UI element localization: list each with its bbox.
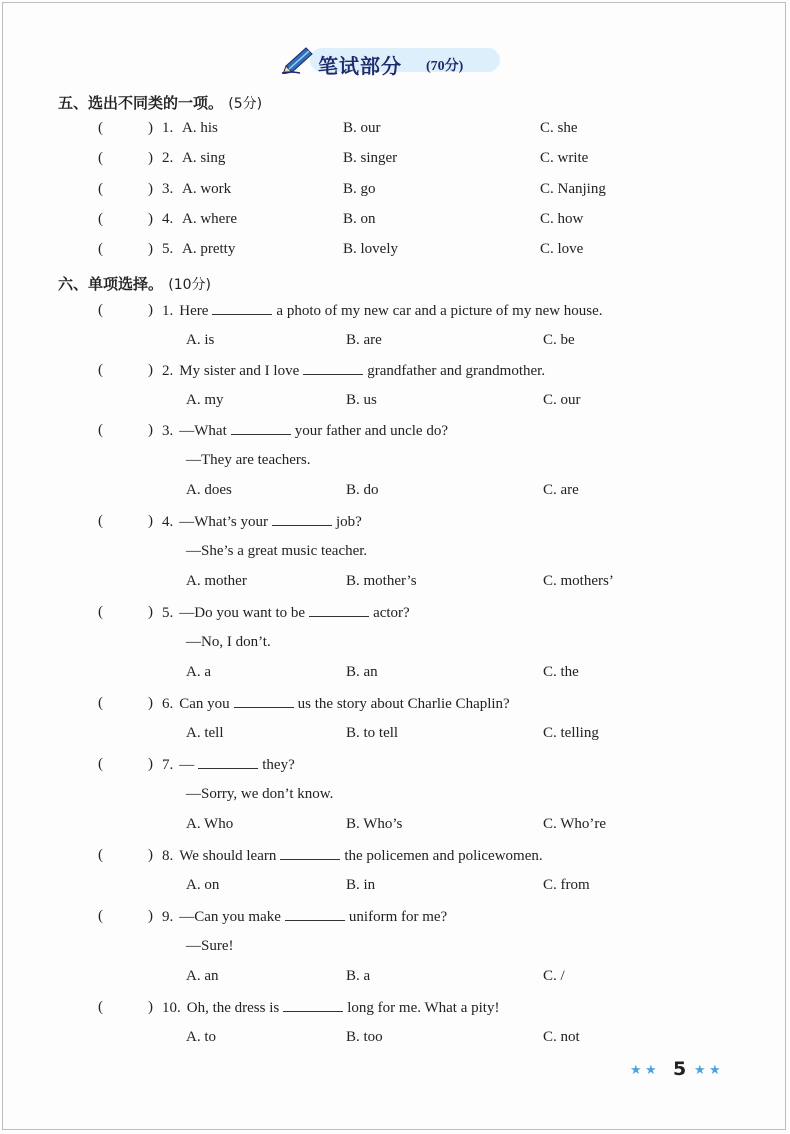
question-stem <box>162 756 295 774</box>
stem-before-blank: —Can you make <box>179 909 281 925</box>
stem-after-blank: us the story about Charlie Chaplin? <box>297 696 510 712</box>
star-icon: ★ <box>630 1062 642 1077</box>
answer-paren-close: ) <box>148 999 153 1015</box>
fill-blank[interactable] <box>283 999 343 1012</box>
question-stem <box>162 695 510 713</box>
option-a: A. an <box>186 968 219 984</box>
option-c: C. love <box>540 241 584 257</box>
fill-blank[interactable] <box>309 604 369 617</box>
answer-blank[interactable] <box>108 211 144 229</box>
option-b: B. singer <box>343 150 398 166</box>
option-b: B. our <box>343 120 381 136</box>
question-number: 4. <box>162 514 174 530</box>
option-c: C. be <box>543 332 575 348</box>
option-b: B. are <box>346 332 382 348</box>
section-header <box>280 42 510 76</box>
fill-blank[interactable] <box>285 908 345 921</box>
answer-blank[interactable] <box>108 422 144 440</box>
option-c: C. our <box>543 392 581 408</box>
answer-paren-open: ( <box>98 908 103 924</box>
stem-after-blank: actor? <box>373 605 410 621</box>
dialogue-reply: —She’s a great music teacher. <box>186 543 368 559</box>
option-a: A. sing <box>182 150 226 166</box>
answer-paren-open: ( <box>98 695 103 711</box>
question-stem <box>162 302 603 320</box>
stem-before-blank: Oh, the dress is <box>186 1000 280 1016</box>
stem-after-blank: your father and uncle do? <box>294 423 449 439</box>
option-b: B. too <box>346 1029 383 1045</box>
answer-paren-open: ( <box>98 150 103 166</box>
question-number: 4. <box>162 211 174 227</box>
option-a: A. is <box>186 332 215 348</box>
answer-paren-close: ) <box>148 756 153 772</box>
question-number: 2. <box>162 363 174 379</box>
question-number: 5. <box>162 605 174 621</box>
option-c: C. are <box>543 482 579 498</box>
pencil-icon <box>280 44 318 74</box>
question-stem <box>162 847 543 865</box>
option-a: A. his <box>182 120 218 136</box>
stem-before-blank: —Do you want to be <box>179 605 306 621</box>
option-c: C. telling <box>543 725 599 741</box>
option-b: B. on <box>343 211 376 227</box>
option-b: B. do <box>346 482 379 498</box>
question-stem <box>162 604 410 622</box>
answer-paren-close: ) <box>148 847 153 863</box>
answer-paren-open: ( <box>98 847 103 863</box>
answer-blank[interactable] <box>108 756 144 774</box>
star-icon: ★ <box>645 1062 657 1077</box>
option-b: B. Who’s <box>346 816 403 832</box>
fill-blank[interactable] <box>198 756 258 769</box>
section-6-points: (10分) <box>168 277 211 293</box>
answer-blank[interactable] <box>108 241 144 259</box>
option-c: C. Nanjing <box>540 181 606 197</box>
answer-paren-open: ( <box>98 604 103 620</box>
answer-paren-close: ) <box>148 513 153 529</box>
star-icon: ★ <box>709 1062 721 1077</box>
answer-paren-close: ) <box>148 908 153 924</box>
option-b: B. in <box>346 877 376 893</box>
option-a: A. work <box>182 181 232 197</box>
answer-paren-open: ( <box>98 756 103 772</box>
option-c: C. Who’re <box>543 816 607 832</box>
question-number: 5. <box>162 241 174 257</box>
answer-paren-close: ) <box>148 120 153 136</box>
option-a: A. on <box>186 877 220 893</box>
option-c: C. how <box>540 211 584 227</box>
stem-after-blank: a photo of my new car and a picture of my new house. <box>276 303 603 319</box>
answer-blank[interactable] <box>108 847 144 865</box>
option-b: B. a <box>346 968 371 984</box>
answer-paren-open: ( <box>98 422 103 438</box>
fill-blank[interactable] <box>231 422 291 435</box>
question-stem <box>162 908 447 926</box>
answer-paren-open: ( <box>98 999 103 1015</box>
option-c: C. mothers’ <box>543 573 614 589</box>
option-b: B. lovely <box>343 241 398 257</box>
stem-before-blank: Here <box>179 303 209 319</box>
answer-paren-close: ) <box>148 422 153 438</box>
option-a: A. to <box>186 1029 216 1045</box>
option-b: B. go <box>343 181 376 197</box>
option-a: A. where <box>182 211 237 227</box>
answer-paren-close: ) <box>148 211 153 227</box>
answer-paren-open: ( <box>98 241 103 257</box>
fill-blank[interactable] <box>280 847 340 860</box>
section-5-heading <box>58 92 262 113</box>
question-number: 2. <box>162 150 174 166</box>
question-number: 3. <box>162 423 174 439</box>
option-c: C. the <box>543 664 579 680</box>
question-number: 8. <box>162 848 174 864</box>
answer-paren-open: ( <box>98 362 103 378</box>
answer-blank[interactable] <box>108 999 144 1017</box>
option-a: A. a <box>186 664 211 680</box>
stem-after-blank: grandfather and grandmother. <box>367 363 546 379</box>
option-b: B. mother’s <box>346 573 417 589</box>
answer-blank[interactable] <box>108 513 144 531</box>
fill-blank[interactable] <box>303 362 363 375</box>
stem-before-blank: My sister and I love <box>179 363 300 379</box>
page-number: 5 <box>673 1058 687 1080</box>
stem-before-blank: —What <box>179 423 227 439</box>
option-c: C. write <box>540 150 589 166</box>
option-a: A. does <box>186 482 232 498</box>
fill-blank[interactable] <box>272 513 332 526</box>
question-number: 9. <box>162 909 174 925</box>
option-c: C. not <box>543 1029 580 1045</box>
answer-paren-close: ) <box>148 150 153 166</box>
answer-blank[interactable] <box>108 604 144 622</box>
option-c: C. from <box>543 877 590 893</box>
question-number: 1. <box>162 120 174 136</box>
section-5-title: 五、选出不同类的一项。 <box>58 94 224 112</box>
question-number: 10. <box>162 1000 181 1016</box>
section-6-heading <box>58 273 211 294</box>
question-number: 6. <box>162 696 174 712</box>
option-b: B. us <box>346 392 377 408</box>
answer-paren-open: ( <box>98 302 103 318</box>
option-a: A. my <box>186 392 224 408</box>
page-footer <box>630 1058 730 1082</box>
answer-paren-close: ) <box>148 241 153 257</box>
page-frame <box>2 2 786 1130</box>
option-c: C. / <box>543 968 565 984</box>
answer-paren-close: ) <box>148 695 153 711</box>
option-a: A. pretty <box>182 241 236 257</box>
section-6-title: 六、单项选择。 <box>58 275 164 293</box>
fill-blank[interactable] <box>212 302 272 315</box>
answer-paren-close: ) <box>148 302 153 318</box>
answer-blank[interactable] <box>108 302 144 320</box>
option-b: B. an <box>346 664 378 680</box>
option-b: B. to tell <box>346 725 399 741</box>
dialogue-reply: —No, I don’t. <box>186 634 271 650</box>
answer-blank[interactable] <box>108 120 144 138</box>
answer-paren-open: ( <box>98 211 103 227</box>
answer-paren-close: ) <box>148 181 153 197</box>
answer-blank[interactable] <box>108 181 144 199</box>
stem-after-blank: job? <box>335 514 362 530</box>
star-icon: ★ <box>694 1062 706 1077</box>
option-c: C. she <box>540 120 578 136</box>
page-title: 笔试部分 <box>318 54 402 78</box>
stem-before-blank: —What’s your <box>179 514 268 530</box>
answer-blank[interactable] <box>108 908 144 926</box>
question-stem <box>162 513 362 531</box>
stem-before-blank: Can you <box>179 696 230 712</box>
answer-paren-close: ) <box>148 604 153 620</box>
stem-after-blank: uniform for me? <box>348 909 448 925</box>
fill-blank[interactable] <box>234 695 294 708</box>
dialogue-reply: —They are teachers. <box>186 452 311 468</box>
answer-blank[interactable] <box>108 150 144 168</box>
question-number: 7. <box>162 757 174 773</box>
answer-blank[interactable] <box>108 362 144 380</box>
question-stem <box>162 999 499 1017</box>
answer-paren-open: ( <box>98 181 103 197</box>
stem-before-blank: We should learn <box>179 848 277 864</box>
question-stem <box>162 422 448 440</box>
answer-paren-close: ) <box>148 362 153 378</box>
answer-paren-open: ( <box>98 120 103 136</box>
option-a: A. mother <box>186 573 247 589</box>
stem-after-blank: they? <box>262 757 295 773</box>
stem-before-blank: — <box>179 757 195 773</box>
question-stem <box>162 362 545 380</box>
stem-after-blank: long for me. What a pity! <box>347 1000 500 1016</box>
question-number: 3. <box>162 181 174 197</box>
option-a: A. tell <box>186 725 224 741</box>
title-score: (70分) <box>426 59 464 74</box>
answer-paren-open: ( <box>98 513 103 529</box>
dialogue-reply: —Sure! <box>186 938 234 954</box>
question-number: 1. <box>162 303 174 319</box>
section-5-points: (5分) <box>228 96 263 112</box>
answer-blank[interactable] <box>108 695 144 713</box>
dialogue-reply: —Sorry, we don’t know. <box>186 786 334 802</box>
stem-after-blank: the policemen and policewomen. <box>344 848 543 864</box>
option-a: A. Who <box>186 816 234 832</box>
